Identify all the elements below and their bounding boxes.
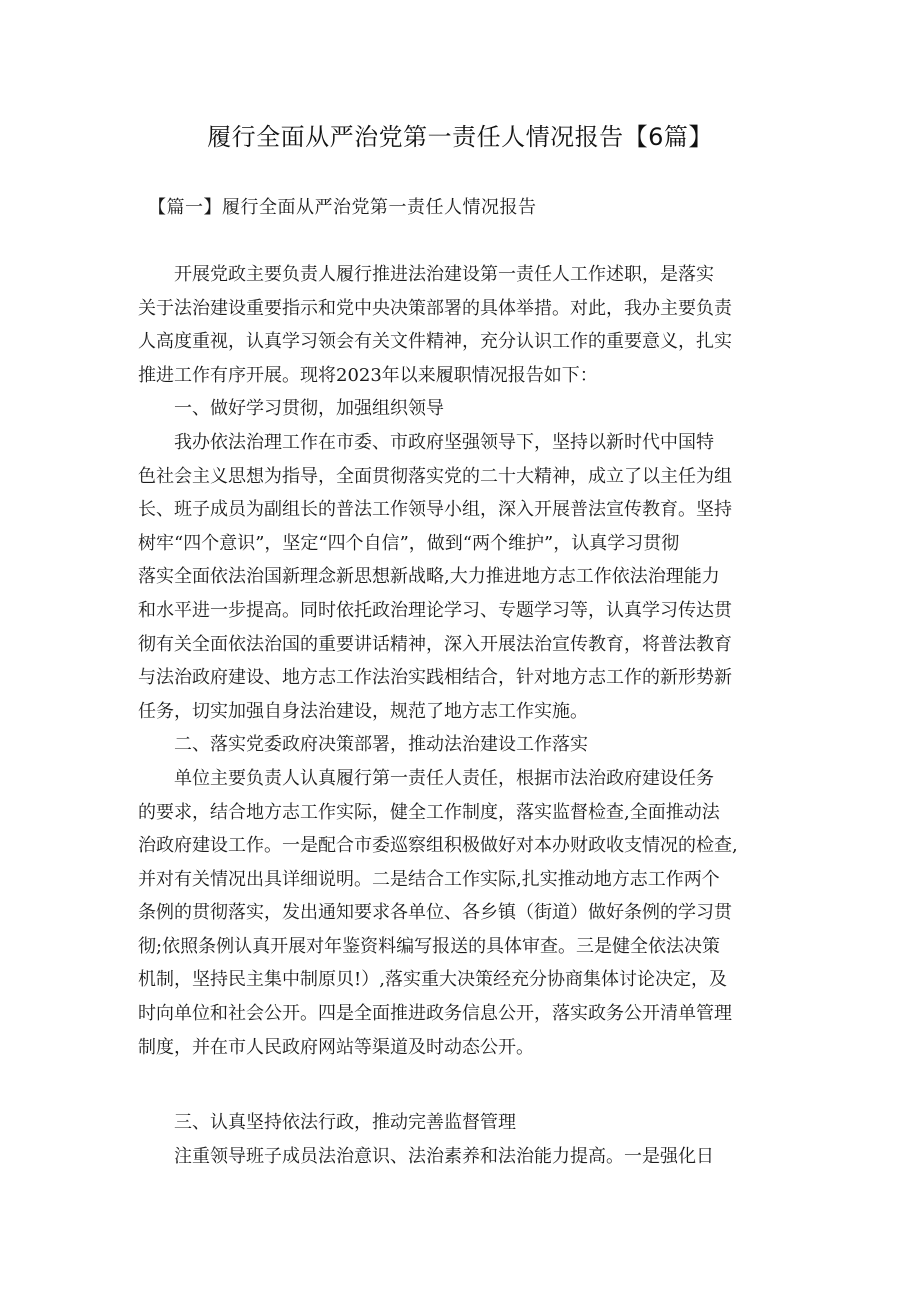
text-line: 任务，切实加强自身法治建设，规范了地方志工作实施。 [138,700,588,722]
text-line: 彻;依照条例认真开展对年鉴资料编写报送的具体审查。三是健全依法决策 [138,935,721,957]
text-line: 长、班子成员为副组长的普法工作领导小组，深入开展普法宣传教育。坚持 [138,499,732,521]
text-line: 机制，坚持民主集中制原贝!）,落实重大决策经充分协商集体讨论决定，及 [138,969,727,991]
document-title: 履行全面从严治党第一责任人情况报告【6篇】 [207,123,713,151]
text-line: 二、落实党委政府决策部署，推动法治建设工作落实 [174,734,588,756]
text-line: 落实全面依法治国新理念新思想新战略,大力推进地方志工作依法治理能力 [138,566,720,588]
text-line: 彻有关全面依法治国的重要讲话精神，深入开展法治宣传教育，将普法教育 [138,633,732,655]
text-line: 单位主要负责人认真履行第一责任人责任，根据市法治政府建设任务 [174,767,714,789]
text-line: 制度，并在市人民政府网站等渠道及时动态公开。 [138,1036,534,1058]
text-line: 注重领导班子成员法治意识、法治素养和法治能力提高。一是强化日 [174,1145,714,1167]
text-line: 条例的贯彻落实，发出通知要求各单位、各乡镇（街道）做好条例的学习贯 [138,902,732,924]
text-line: 推进工作有序开展。现将2023年以来履职情况报告如下： [138,364,598,386]
text-line: 治政府建设工作。一是配合市委巡察组积极做好对本办财政收支情况的检查, [138,835,738,857]
text-line: 和水平进一步提高。同时依托政治理论学习、专题学习等，认真学习传达贯 [138,599,732,621]
text-line: 并对有关情况出具详细说明。二是结合工作实际,扎实推动地方志工作两个 [138,868,720,890]
text-line: 时向单位和社会公开。四是全面推进政务信息公开，落实政务公开清单管理 [138,1003,732,1025]
text-line: 开展党政主要负责人履行推进法治建设第一责任人工作述职，是落实 [174,264,714,285]
section-heading: 【篇一】履行全面从严治党第一责任人情况报告 [148,197,537,218]
text-line: 我办依法治理工作在市委、市政府坚强领导下，坚持以新时代中国特 [174,431,714,453]
text-line: 一、做好学习贯彻，加强组织领导 [174,398,444,420]
body-text-block-1 [138,258,790,1064]
text-line: 关于法治建设重要指示和党中央决策部署的具体举措。对此，我办主要负责 [138,297,732,319]
text-line: 色社会主义思想为指导，全面贯彻落实党的二十大精神，成立了以主任为组 [138,465,732,487]
text-line: 树牢“四个意识”，坚定“四个自信”，做到“两个维护”，认真学习贯彻 [138,532,680,554]
body-text-block-2 [138,1106,790,1173]
text-line: 三、认真坚持依法行政，推动完善监督管理 [174,1112,516,1133]
text-line: 人高度重视，认真学习领会有关文件精神，充分认识工作的重要意义，扎实 [138,331,732,353]
text-line: 的要求，结合地方志工作实际，健全工作制度，落实监督检查,全面推动法 [138,801,720,823]
text-line: 与法治政府建设、地方志工作法治实践相结合，针对地方志工作的新形势新 [138,667,732,689]
